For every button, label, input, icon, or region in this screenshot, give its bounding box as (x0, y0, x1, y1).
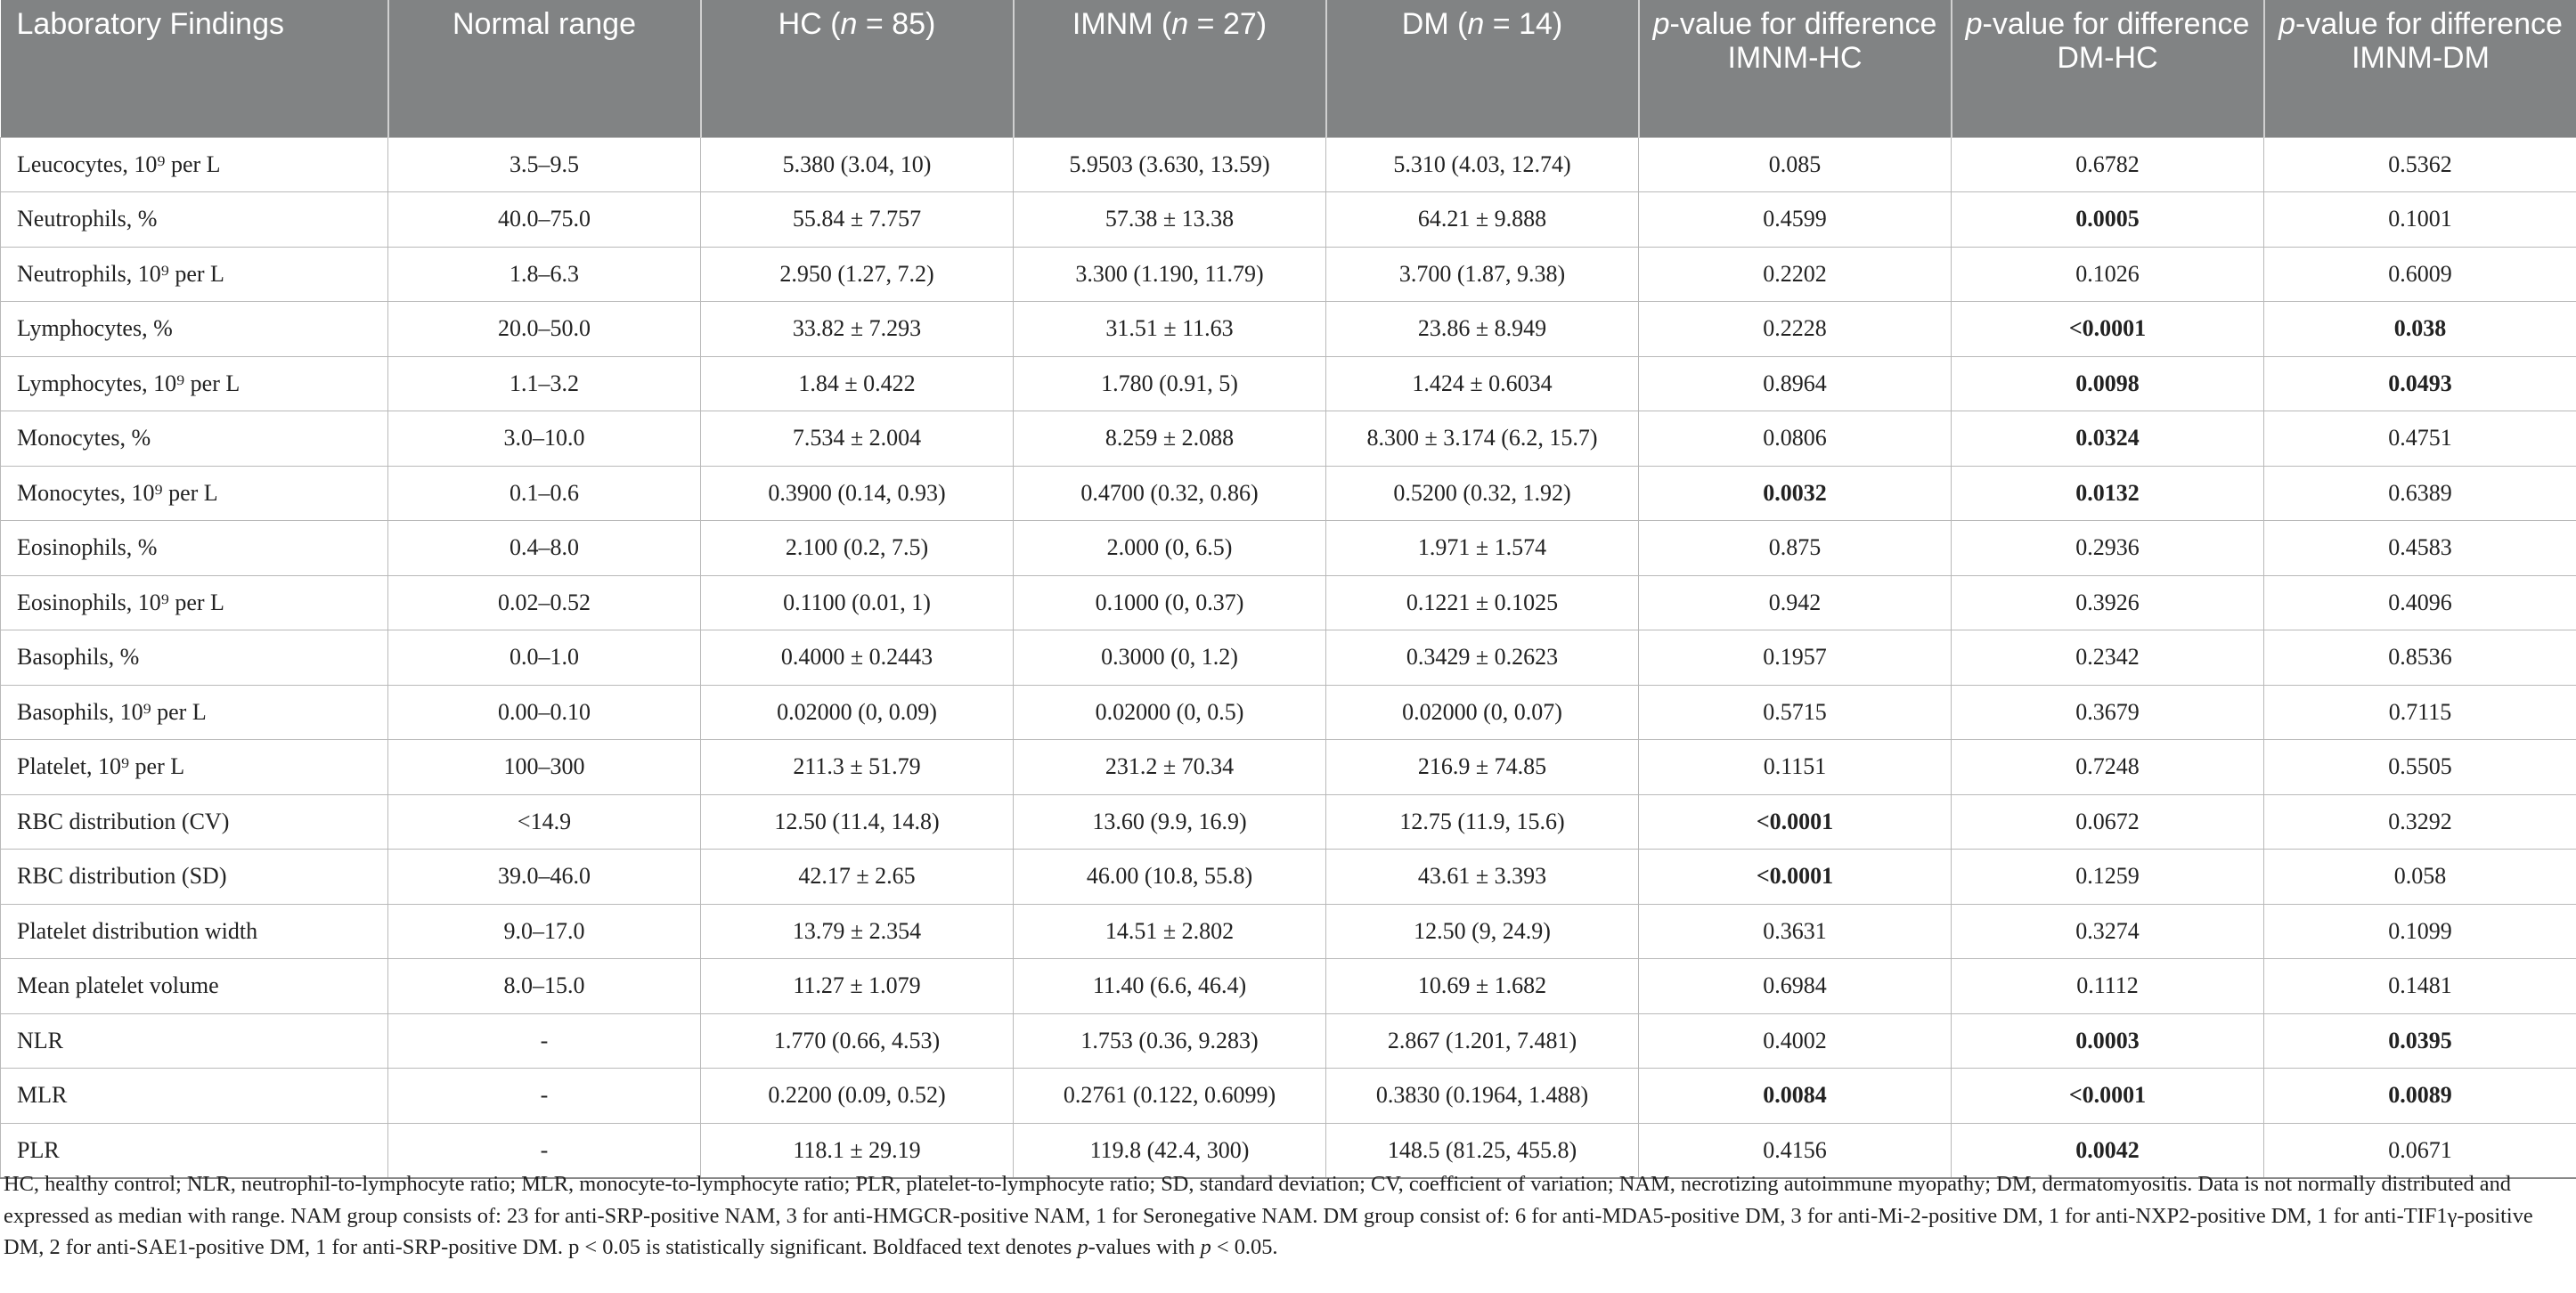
header-normal-range: Normal range (388, 0, 701, 137)
laboratory-finding-cell: Basophils, % (1, 630, 388, 686)
p-imnm-hc-cell: 0.0084 (1639, 1069, 1952, 1124)
laboratory-finding-cell: Monocytes, 10⁹ per L (1, 466, 388, 521)
p-dm-hc-cell: <0.0001 (1952, 302, 2264, 357)
dm-value-cell: 3.700 (1.87, 9.38) (1326, 247, 1639, 302)
hc-value-cell: 33.82 ± 7.293 (701, 302, 1014, 357)
imnm-value-cell: 1.780 (0.91, 5) (1014, 356, 1326, 411)
dm-value-cell: 12.50 (9, 24.9) (1326, 904, 1639, 959)
table-row (1, 192, 2576, 248)
p-dm-hc-cell: 0.3679 (1952, 685, 2264, 740)
header-p-imnm-dm: p-value for difference IMNM-DM (2264, 0, 2576, 137)
p-imnm-dm-cell: 0.3292 (2264, 794, 2576, 850)
table-row (1, 466, 2576, 521)
table-row (1, 1069, 2576, 1124)
laboratory-finding-cell: RBC distribution (SD) (1, 850, 388, 905)
header-laboratory-findings: Laboratory Findings (1, 0, 388, 137)
dm-value-cell: 0.1221 ± 0.1025 (1326, 575, 1639, 630)
hc-value-cell: 5.380 (3.04, 10) (701, 137, 1014, 192)
normal-range-cell: 40.0–75.0 (388, 192, 701, 248)
laboratory-finding-cell: MLR (1, 1069, 388, 1124)
normal-range-cell: 100–300 (388, 740, 701, 795)
p-imnm-dm-cell: 0.6009 (2264, 247, 2576, 302)
table-row (1, 521, 2576, 576)
table-row (1, 685, 2576, 740)
dm-value-cell: 1.424 ± 0.6034 (1326, 356, 1639, 411)
imnm-value-cell: 8.259 ± 2.088 (1014, 411, 1326, 467)
imnm-value-cell: 0.1000 (0, 0.37) (1014, 575, 1326, 630)
p-dm-hc-cell: 0.6782 (1952, 137, 2264, 192)
imnm-value-cell: 46.00 (10.8, 55.8) (1014, 850, 1326, 905)
table-row (1, 630, 2576, 686)
hc-value-cell: 0.4000 ± 0.2443 (701, 630, 1014, 686)
dm-value-cell: 23.86 ± 8.949 (1326, 302, 1639, 357)
imnm-value-cell: 231.2 ± 70.34 (1014, 740, 1326, 795)
laboratory-finding-cell: NLR (1, 1013, 388, 1069)
p-imnm-hc-cell: 0.4002 (1639, 1013, 1952, 1069)
p-dm-hc-cell: 0.0324 (1952, 411, 2264, 467)
table-row (1, 904, 2576, 959)
p-dm-hc-cell: 0.1112 (1952, 959, 2264, 1014)
p-dm-hc-cell: 0.7248 (1952, 740, 2264, 795)
hc-value-cell: 0.2200 (0.09, 0.52) (701, 1069, 1014, 1124)
header-p-imnm-hc: p-value for difference IMNM-HC (1639, 0, 1952, 137)
p-imnm-hc-cell: <0.0001 (1639, 794, 1952, 850)
header-hc: HC (n = 85) (701, 0, 1014, 137)
p-dm-hc-cell: 0.3274 (1952, 904, 2264, 959)
p-imnm-hc-cell: 0.6984 (1639, 959, 1952, 1014)
dm-value-cell: 12.75 (11.9, 15.6) (1326, 794, 1639, 850)
p-imnm-hc-cell: 0.1151 (1639, 740, 1952, 795)
p-imnm-hc-cell: 0.5715 (1639, 685, 1952, 740)
laboratory-finding-cell: Leucocytes, 10⁹ per L (1, 137, 388, 192)
p-imnm-hc-cell: 0.1957 (1639, 630, 1952, 686)
p-imnm-dm-cell: 0.8536 (2264, 630, 2576, 686)
p-dm-hc-cell: 0.3926 (1952, 575, 2264, 630)
dm-value-cell: 216.9 ± 74.85 (1326, 740, 1639, 795)
hc-value-cell: 42.17 ± 2.65 (701, 850, 1014, 905)
p-dm-hc-cell: 0.0672 (1952, 794, 2264, 850)
laboratory-finding-cell: Neutrophils, 10⁹ per L (1, 247, 388, 302)
hc-value-cell: 11.27 ± 1.079 (701, 959, 1014, 1014)
dm-value-cell: 5.310 (4.03, 12.74) (1326, 137, 1639, 192)
table-row (1, 411, 2576, 467)
normal-range-cell: - (388, 1123, 701, 1178)
normal-range-cell: <14.9 (388, 794, 701, 850)
laboratory-finding-cell: RBC distribution (CV) (1, 794, 388, 850)
hc-value-cell: 13.79 ± 2.354 (701, 904, 1014, 959)
table-row (1, 247, 2576, 302)
p-imnm-hc-cell: 0.8964 (1639, 356, 1952, 411)
imnm-value-cell: 119.8 (42.4, 300) (1014, 1123, 1326, 1178)
p-imnm-dm-cell: 0.1099 (2264, 904, 2576, 959)
normal-range-cell: 0.0–1.0 (388, 630, 701, 686)
p-imnm-dm-cell: 0.0671 (2264, 1123, 2576, 1178)
imnm-value-cell: 0.02000 (0, 0.5) (1014, 685, 1326, 740)
dm-value-cell: 0.3830 (0.1964, 1.488) (1326, 1069, 1639, 1124)
table-row (1, 356, 2576, 411)
table-body (1, 137, 2576, 1178)
laboratory-finding-cell: Eosinophils, 10⁹ per L (1, 575, 388, 630)
imnm-value-cell: 0.4700 (0.32, 0.86) (1014, 466, 1326, 521)
normal-range-cell: 0.02–0.52 (388, 575, 701, 630)
p-imnm-dm-cell: 0.0089 (2264, 1069, 2576, 1124)
imnm-value-cell: 13.60 (9.9, 16.9) (1014, 794, 1326, 850)
p-dm-hc-cell: <0.0001 (1952, 1069, 2264, 1124)
normal-range-cell: 20.0–50.0 (388, 302, 701, 357)
hc-value-cell: 2.950 (1.27, 7.2) (701, 247, 1014, 302)
imnm-value-cell: 0.2761 (0.122, 0.6099) (1014, 1069, 1326, 1124)
normal-range-cell: 3.5–9.5 (388, 137, 701, 192)
dm-value-cell: 10.69 ± 1.682 (1326, 959, 1639, 1014)
hc-value-cell: 55.84 ± 7.757 (701, 192, 1014, 248)
dm-value-cell: 0.5200 (0.32, 1.92) (1326, 466, 1639, 521)
p-dm-hc-cell: 0.0003 (1952, 1013, 2264, 1069)
laboratory-finding-cell: Platelet distribution width (1, 904, 388, 959)
table-row (1, 1013, 2576, 1069)
normal-range-cell: - (388, 1069, 701, 1124)
p-imnm-hc-cell: 0.2202 (1639, 247, 1952, 302)
hc-value-cell: 0.02000 (0, 0.09) (701, 685, 1014, 740)
normal-range-cell: 3.0–10.0 (388, 411, 701, 467)
imnm-value-cell: 1.753 (0.36, 9.283) (1014, 1013, 1326, 1069)
p-imnm-dm-cell: 0.1001 (2264, 192, 2576, 248)
normal-range-cell: 9.0–17.0 (388, 904, 701, 959)
p-dm-hc-cell: 0.0042 (1952, 1123, 2264, 1178)
p-dm-hc-cell: 0.0098 (1952, 356, 2264, 411)
normal-range-cell: - (388, 1013, 701, 1069)
imnm-value-cell: 5.9503 (3.630, 13.59) (1014, 137, 1326, 192)
dm-value-cell: 2.867 (1.201, 7.481) (1326, 1013, 1639, 1069)
p-imnm-hc-cell: 0.0806 (1639, 411, 1952, 467)
p-imnm-hc-cell: 0.0032 (1639, 466, 1952, 521)
hc-value-cell: 118.1 ± 29.19 (701, 1123, 1014, 1178)
dm-value-cell: 43.61 ± 3.393 (1326, 850, 1639, 905)
dm-value-cell: 8.300 ± 3.174 (6.2, 15.7) (1326, 411, 1639, 467)
laboratory-finding-cell: Eosinophils, % (1, 521, 388, 576)
dm-value-cell: 148.5 (81.25, 455.8) (1326, 1123, 1639, 1178)
normal-range-cell: 0.1–0.6 (388, 466, 701, 521)
p-dm-hc-cell: 0.1259 (1952, 850, 2264, 905)
normal-range-cell: 8.0–15.0 (388, 959, 701, 1014)
header-p-dm-hc: p-value for difference DM-HC (1952, 0, 2264, 137)
header-dm: DM (n = 14) (1326, 0, 1639, 137)
laboratory-finding-cell: Lymphocytes, % (1, 302, 388, 357)
laboratory-finding-cell: Neutrophils, % (1, 192, 388, 248)
p-imnm-hc-cell: <0.0001 (1639, 850, 1952, 905)
table-row (1, 575, 2576, 630)
p-imnm-hc-cell: 0.4599 (1639, 192, 1952, 248)
table-row (1, 302, 2576, 357)
p-imnm-dm-cell: 0.6389 (2264, 466, 2576, 521)
p-dm-hc-cell: 0.2342 (1952, 630, 2264, 686)
hc-value-cell: 0.3900 (0.14, 0.93) (701, 466, 1014, 521)
hc-value-cell: 211.3 ± 51.79 (701, 740, 1014, 795)
hc-value-cell: 7.534 ± 2.004 (701, 411, 1014, 467)
hc-value-cell: 12.50 (11.4, 14.8) (701, 794, 1014, 850)
p-imnm-dm-cell: 0.4751 (2264, 411, 2576, 467)
p-imnm-dm-cell: 0.038 (2264, 302, 2576, 357)
p-imnm-dm-cell: 0.0395 (2264, 1013, 2576, 1069)
laboratory-finding-cell: Monocytes, % (1, 411, 388, 467)
p-dm-hc-cell: 0.0005 (1952, 192, 2264, 248)
table-footnote: HC, healthy control; NLR, neutrophil-to-lymphocyte ratio; MLR, monocyte-to-lymphocyte ratio; PLR, platelet-to-lymphocyte ratio; SD, standard deviation; CV, coefficient of variation; NAM, necrotizing autoimmune myopathy; DM, dermatomyositis. Data is not normally distributed and expressed as median with range. NAM group consists of: 23 for anti-SRP-positive NAM, 3 for anti-HMGCR-positive NAM, 1 for Seronegative NAM. DM group consist of: 6 for anti-MDA5-positive DM, 3 for anti-Mi-2-positive DM, 1 for anti-NXP2-positive DM, 1 for anti-TIF1γ-positive DM, 2 for anti-SAE1-positive DM, 1 for anti-SRP-positive DM. p < 0.05 is statistically significant. Boldfaced text denotes p-values with p < 0.05. (4, 1172, 2533, 1259)
imnm-value-cell: 31.51 ± 11.63 (1014, 302, 1326, 357)
table-row (1, 959, 2576, 1014)
normal-range-cell: 0.4–8.0 (388, 521, 701, 576)
laboratory-finding-cell: Lymphocytes, 10⁹ per L (1, 356, 388, 411)
hc-value-cell: 1.84 ± 0.422 (701, 356, 1014, 411)
p-imnm-hc-cell: 0.875 (1639, 521, 1952, 576)
p-imnm-hc-cell: 0.942 (1639, 575, 1952, 630)
header-imnm: IMNM (n = 27) (1014, 0, 1326, 137)
p-imnm-dm-cell: 0.058 (2264, 850, 2576, 905)
normal-range-cell: 0.00–0.10 (388, 685, 701, 740)
hc-value-cell: 1.770 (0.66, 4.53) (701, 1013, 1014, 1069)
header-row (1, 0, 2576, 137)
laboratory-finding-cell: Platelet, 10⁹ per L (1, 740, 388, 795)
imnm-value-cell: 3.300 (1.190, 11.79) (1014, 247, 1326, 302)
dm-value-cell: 0.3429 ± 0.2623 (1326, 630, 1639, 686)
p-imnm-hc-cell: 0.2228 (1639, 302, 1952, 357)
p-imnm-dm-cell: 0.5362 (2264, 137, 2576, 192)
p-imnm-dm-cell: 0.0493 (2264, 356, 2576, 411)
hc-value-cell: 0.1100 (0.01, 1) (701, 575, 1014, 630)
p-imnm-dm-cell: 0.1481 (2264, 959, 2576, 1014)
imnm-value-cell: 14.51 ± 2.802 (1014, 904, 1326, 959)
dm-value-cell: 0.02000 (0, 0.07) (1326, 685, 1639, 740)
table-row (1, 794, 2576, 850)
dm-value-cell: 64.21 ± 9.888 (1326, 192, 1639, 248)
imnm-value-cell: 2.000 (0, 6.5) (1014, 521, 1326, 576)
p-dm-hc-cell: 0.2936 (1952, 521, 2264, 576)
imnm-value-cell: 0.3000 (0, 1.2) (1014, 630, 1326, 686)
dm-value-cell: 1.971 ± 1.574 (1326, 521, 1639, 576)
p-imnm-dm-cell: 0.4096 (2264, 575, 2576, 630)
p-imnm-hc-cell: 0.4156 (1639, 1123, 1952, 1178)
normal-range-cell: 39.0–46.0 (388, 850, 701, 905)
laboratory-finding-cell: PLR (1, 1123, 388, 1178)
p-dm-hc-cell: 0.0132 (1952, 466, 2264, 521)
p-imnm-dm-cell: 0.7115 (2264, 685, 2576, 740)
table-row (1, 850, 2576, 905)
hc-value-cell: 2.100 (0.2, 7.5) (701, 521, 1014, 576)
p-dm-hc-cell: 0.1026 (1952, 247, 2264, 302)
p-imnm-dm-cell: 0.4583 (2264, 521, 2576, 576)
p-imnm-dm-cell: 0.5505 (2264, 740, 2576, 795)
normal-range-cell: 1.1–3.2 (388, 356, 701, 411)
table-row (1, 740, 2576, 795)
p-imnm-hc-cell: 0.085 (1639, 137, 1952, 192)
imnm-value-cell: 11.40 (6.6, 46.4) (1014, 959, 1326, 1014)
normal-range-cell: 1.8–6.3 (388, 247, 701, 302)
laboratory-finding-cell: Basophils, 10⁹ per L (1, 685, 388, 740)
table-row (1, 137, 2576, 192)
p-imnm-hc-cell: 0.3631 (1639, 904, 1952, 959)
laboratory-finding-cell: Mean platelet volume (1, 959, 388, 1014)
imnm-value-cell: 57.38 ± 13.38 (1014, 192, 1326, 248)
